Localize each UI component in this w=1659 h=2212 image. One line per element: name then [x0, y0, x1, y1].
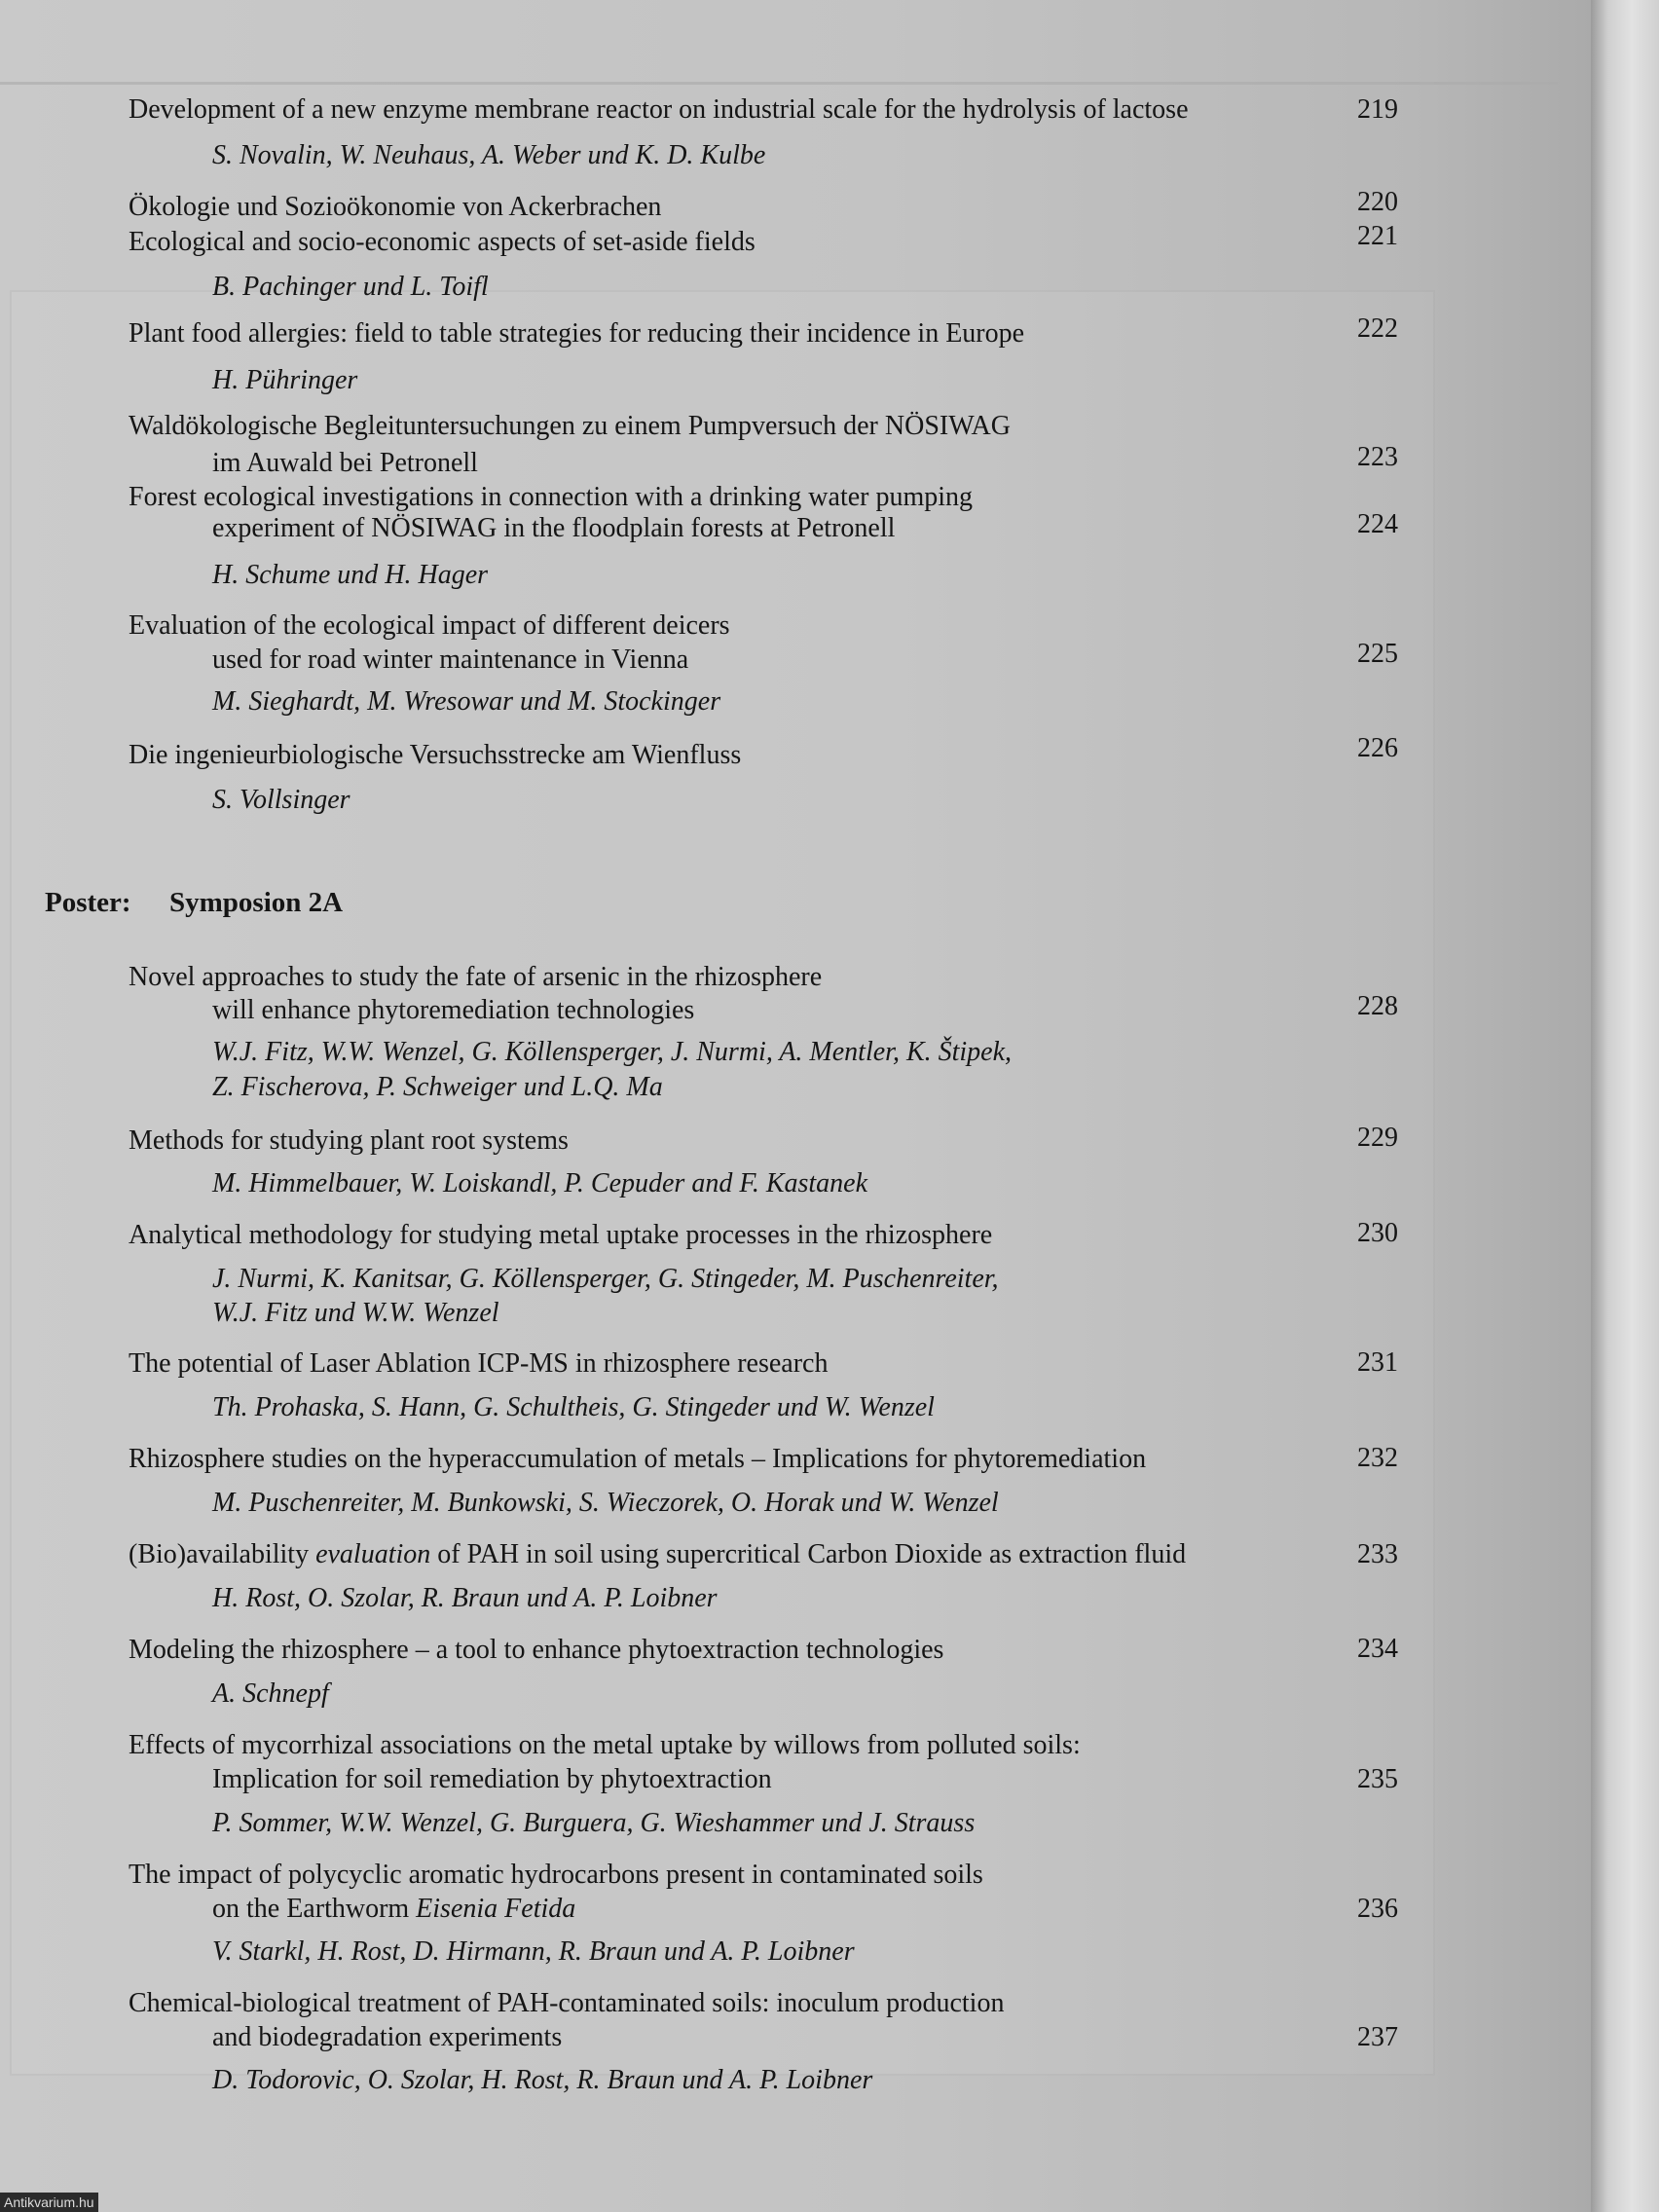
- entry-page-number: 219: [1357, 94, 1398, 125]
- entry-authors: H. Schume und H. Hager: [212, 560, 489, 590]
- entry-authors: B. Pachinger und L. Toifl: [212, 272, 489, 302]
- entry-title-part: of PAH in soil using supercritical Carbon Dioxide as extraction fluid: [430, 1539, 1187, 1569]
- entry-title: Methods for studying plant root systems: [129, 1125, 569, 1156]
- entry-title: The potential of Laser Ablation ICP-MS in rhizosphere research: [129, 1348, 829, 1379]
- entry-title-emphasis: Eisenia Fetida: [416, 1894, 576, 1924]
- entry-page-number: 232: [1357, 1443, 1398, 1473]
- entry-title: Effects of mycorrhizal associations on the metal uptake by willows from polluted soils:: [129, 1730, 1081, 1760]
- entry-title-continued: im Auwald bei Petronell: [212, 448, 478, 478]
- entry-title-emphasis: evaluation: [315, 1539, 431, 1569]
- entry-title: Analytical methodology for studying metal uptake processes in the rhizosphere: [129, 1220, 993, 1250]
- entry-title-continued: [212, 1893, 575, 1926]
- entry-page-number: 220: [1357, 187, 1398, 217]
- entry-page-number: 235: [1357, 1764, 1398, 1794]
- entry-authors-continued: W.J. Fitz und W.W. Wenzel: [212, 1298, 499, 1328]
- entry-page-number: 228: [1357, 991, 1398, 1021]
- entry-authors: M. Himmelbauer, W. Loiskandl, P. Cepuder and F. Kastanek: [212, 1168, 868, 1198]
- entry-title: Waldökologische Begleituntersuchungen zu einem Pumpversuch der NÖSIWAG: [129, 411, 1011, 441]
- entry-title: Die ingenieurbiologische Versuchsstrecke am Wienfluss: [129, 740, 742, 770]
- top-rule: [0, 82, 1558, 85]
- entry-authors: P. Sommer, W.W. Wenzel, G. Burguera, G. Wieshammer und J. Strauss: [212, 1808, 976, 1838]
- entry-page-number: 225: [1357, 639, 1398, 669]
- entry-authors: H. Rost, O. Szolar, R. Braun und A. P. Loibner: [212, 1583, 718, 1613]
- section-heading: Symposion 2A: [169, 887, 344, 918]
- entry-authors: W.J. Fitz, W.W. Wenzel, G. Köllensperger, J. Nurmi, A. Mentler, K. Štipek,: [212, 1037, 1013, 1067]
- entry-title: [129, 1538, 1186, 1571]
- entry-page-number: 231: [1357, 1347, 1398, 1378]
- entry-title-continued: Implication for soil remediation by phytoextraction: [212, 1764, 772, 1794]
- entry-title: Evaluation of the ecological impact of different deicers: [129, 610, 730, 641]
- book-spine: [1591, 0, 1659, 2212]
- entry-title-english-continued: experiment of NÖSIWAG in the floodplain forests at Petronell: [212, 513, 896, 543]
- entry-title: Modeling the rhizosphere – a tool to enhance phytoextraction technologies: [129, 1635, 944, 1665]
- entry-title: Chemical-biological treatment of PAH-contaminated soils: inoculum production: [129, 1988, 1005, 2018]
- entry-authors: A. Schnepf: [212, 1678, 329, 1709]
- entry-title-continued: and biodegradation experiments: [212, 2022, 563, 2052]
- entry-title-english: Forest ecological investigations in connection with a drinking water pumping: [129, 482, 974, 512]
- entry-page-number: 230: [1357, 1218, 1398, 1248]
- entry-page-number: 234: [1357, 1634, 1398, 1664]
- entry-title: Rhizosphere studies on the hyperaccumulation of metals – Implications for phytoremediation: [129, 1444, 1147, 1474]
- entry-authors: J. Nurmi, K. Kanitsar, G. Köllensperger, G. Stingeder, M. Puschenreiter,: [212, 1264, 999, 1294]
- entry-title-part: (Bio)availability: [129, 1539, 316, 1569]
- watermark: Antikvarium.hu: [0, 2193, 98, 2212]
- entry-title: The impact of polycyclic aromatic hydrocarbons present in contaminated soils: [129, 1860, 983, 1890]
- entry-page-number: 233: [1357, 1539, 1398, 1569]
- entry-page-number: 229: [1357, 1123, 1398, 1153]
- entry-title-english: Ecological and socio-economic aspects of set-aside fields: [129, 227, 756, 257]
- entry-title: Ökologie und Sozioökonomie von Ackerbrachen: [129, 192, 662, 222]
- entry-title-continued: used for road winter maintenance in Vienna: [212, 645, 689, 675]
- entry-authors: S. Vollsinger: [212, 785, 350, 815]
- entry-page-number: 224: [1357, 509, 1398, 539]
- entry-authors: S. Novalin, W. Neuhaus, A. Weber und K. D. Kulbe: [212, 140, 766, 170]
- entry-page-number: 226: [1357, 733, 1398, 763]
- entry-authors-continued: Z. Fischerova, P. Schweiger und L.Q. Ma: [212, 1072, 663, 1102]
- entry-page-number: 237: [1357, 2022, 1398, 2052]
- entry-authors: M. Sieghardt, M. Wresowar und M. Stockinger: [212, 686, 721, 717]
- entry-page-number: 222: [1357, 313, 1398, 344]
- entry-page-number: 223: [1357, 442, 1398, 472]
- entry-authors: M. Puschenreiter, M. Bunkowski, S. Wieczorek, O. Horak und W. Wenzel: [212, 1488, 999, 1518]
- entry-authors: D. Todorovic, O. Szolar, H. Rost, R. Braun und A. P. Loibner: [212, 2065, 873, 2095]
- entry-title-continued: will enhance phytoremediation technologies: [212, 995, 695, 1025]
- entry-page-number: 236: [1357, 1894, 1398, 1924]
- section-label: Poster:: [45, 887, 131, 918]
- entry-authors: Th. Prohaska, S. Hann, G. Schultheis, G. Stingeder und W. Wenzel: [212, 1392, 935, 1422]
- entry-page-number: 221: [1357, 221, 1398, 251]
- entry-title: Development of a new enzyme membrane reactor on industrial scale for the hydrolysis of lactose: [129, 94, 1189, 125]
- entry-title: Novel approaches to study the fate of arsenic in the rhizosphere: [129, 962, 823, 992]
- entry-authors: H. Pühringer: [212, 365, 358, 395]
- entry-authors: V. Starkl, H. Rost, D. Hirmann, R. Braun und A. P. Loibner: [212, 1936, 855, 1967]
- entry-title: Plant food allergies: field to table strategies for reducing their incidence in Europe: [129, 318, 1025, 349]
- entry-title-part: on the Earthworm: [212, 1894, 417, 1924]
